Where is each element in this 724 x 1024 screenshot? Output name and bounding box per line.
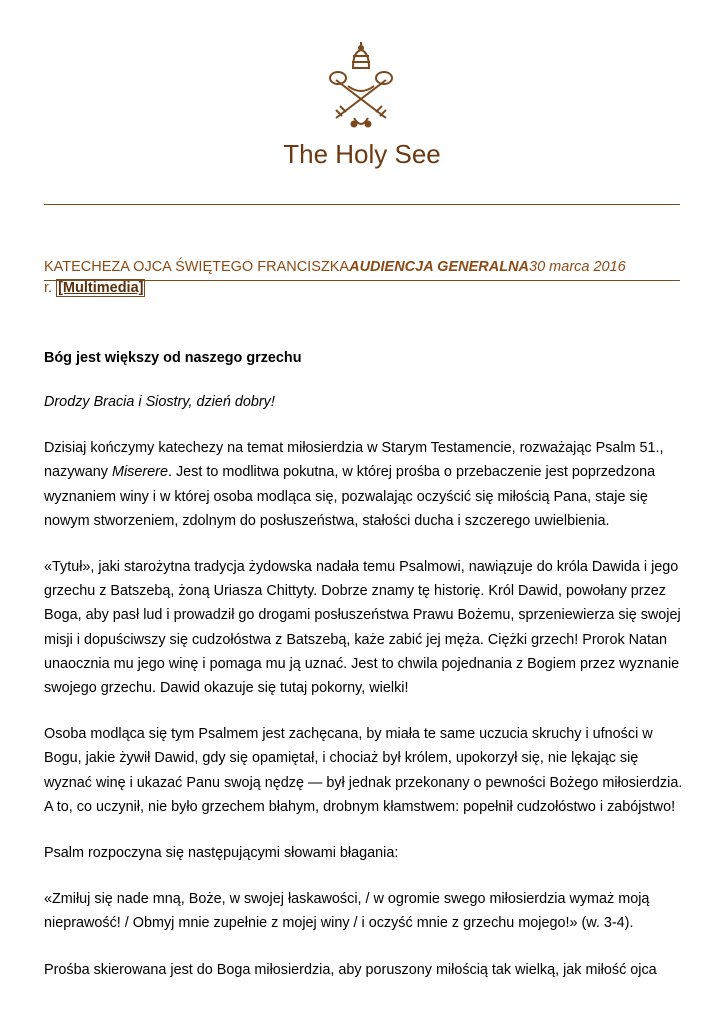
paragraph-1-text: Dzisiaj kończymy katechezy na temat miłosierdzia w Starym Testamencie, rozważając Psalm 51., nazywany: [44, 440, 664, 481]
article-heading: Bóg jest większy od naszego grzechu: [44, 350, 302, 366]
paragraph-6: Prośba skierowana jest do Boga miłosierdzia, aby poruszony miłością tak wielką, jak miłość ojca: [44, 961, 657, 978]
paragraph-4: Psalm rozpoczyna się następującymi słowami błagania:: [44, 845, 399, 862]
catechesis-header-line2: [44, 278, 145, 298]
header-divider: [44, 204, 680, 205]
date-suffix: r.: [44, 280, 53, 296]
paragraph-1: [44, 436, 684, 533]
article-body: [44, 346, 684, 1004]
multimedia-link[interactable]: [Multimedia]: [58, 280, 144, 296]
paragraph-5: «Zmiłuj się nade mną, Boże, w swojej łaskawości, / w ogromie swego miłosierdzia wymaż moją nieprawość! / Obmyj mnie zupełnie z mojej winy / i oczyść mnie z grzechu mojego!» (w. 3-4).: [44, 891, 650, 932]
event-label: AUDIENCJA GENERALNA: [349, 259, 530, 275]
paragraph-2: «Tytuł», jaki starożytna tradycja żydowska nadała temu Psalmowi, nawiązuje do króla Dawida i jego grzechu z Batszebą, żoną Uriasza Chittyty. Dobrze znamy tę historię. Król Dawid, powołany przez Boga, aby pasł lud i prowadził go drogami posłuszeństwa Prawu Bożemu, sprzeniewierza się swojej misji i dopuściwszy się cudzołóstwa z Batszebą, każe zabić jej męża. Ciężki grzech! Prorok Natan unaocznia mu jego winę i pomaga mu ją uznać. Jest to chwila pojednania z Bogiem przez wyznanie swojego grzechu. Dawid okazuje się tutaj pokorny, wielki!: [44, 559, 681, 697]
greeting: Drodzy Bracia i Siostry, dzień dobry!: [44, 394, 275, 410]
date-label: 30 marca 2016: [529, 259, 626, 275]
category-label: KATECHEZA OJCA ŚWIĘTEGO FRANCISZKA: [44, 259, 350, 275]
site-title[interactable]: The Holy See: [283, 139, 441, 169]
paragraph-3: Osoba modląca się tym Psalmem jest zachęcana, by miała te same uczucia skruchy i ufności w Bogu, jakie żywił Dawid, gdy się opamiętał, i chociaż był królem, upokorzył się, nie lękając się wyznać winę i ukazać Panu swoją nędzę — był jednak przekonany o pewności Bożego miłosierdzia. A to, co uczynił, nie było grzechem błahym, drobnym kłamstwem: popełnił cudzołóstwo i zabójstwo!: [44, 726, 683, 815]
papal-coat-of-arms-icon: [318, 40, 404, 132]
catechesis-header: [44, 254, 684, 280]
psalm-name: Miserere: [112, 464, 168, 481]
paragraph-1-text-cont: . Jest to modlitwa pokutna, w której prośba o przebaczenie jest poprzedzona wyznaniem winy i w której osoba modląca się, pozwalając oczyścić się miłością Pana, staje się nowym stworzeniem, zdolnym do posłuszeństwa, stałości ducha i szczerego uwielbienia.: [44, 464, 656, 529]
